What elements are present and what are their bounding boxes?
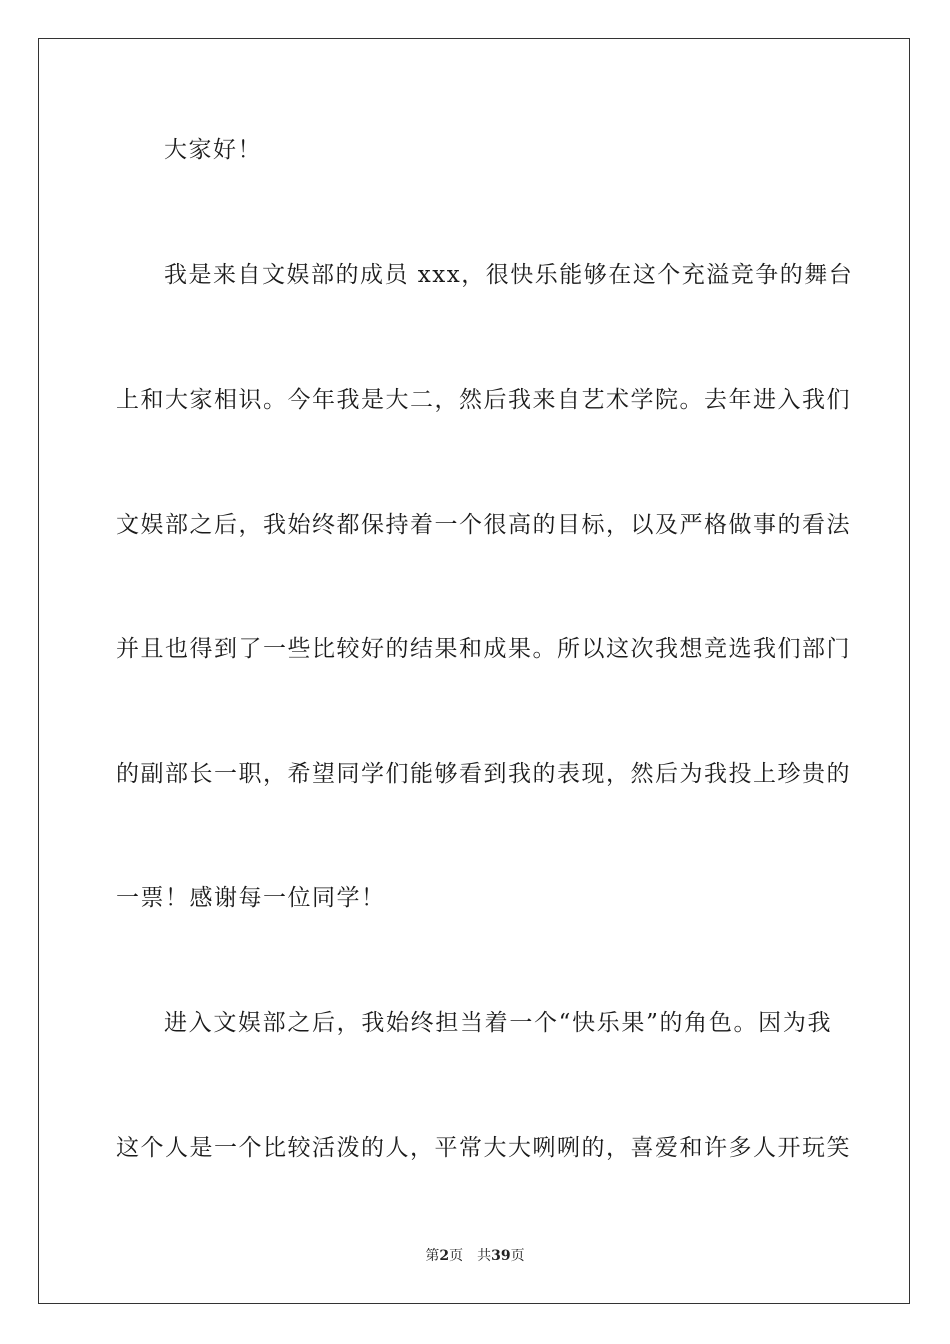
page-frame xyxy=(38,38,910,1304)
total-suffix: 页 xyxy=(510,1248,525,1264)
paragraph-line: 上和大家相识。今年我是大二，然后我来自艺术学院。去年进入我们 xyxy=(116,387,851,413)
greeting-line: 大家好！ xyxy=(164,137,262,163)
paragraph-line: 这个人是一个比较活泼的人，平常大大咧咧的，喜爱和许多人开玩笑 xyxy=(116,1135,851,1161)
paragraph-line: 的副部长一职，希望同学们能够看到我的表现，然后为我投上珍贵的 xyxy=(116,761,851,787)
page-footer xyxy=(0,1247,950,1265)
page-suffix: 页 xyxy=(449,1248,464,1264)
page-prefix: 第 xyxy=(425,1248,440,1264)
paragraph-line: 我是来自文娱部的成员 xxx，很快乐能够在这个充溢竞争的舞台 xyxy=(164,262,854,288)
paragraph-line: 进入文娱部之后，我始终担当着一个“快乐果”的角色。因为我 xyxy=(164,1010,832,1036)
total-prefix: 共 xyxy=(477,1248,492,1264)
page-number: 2 xyxy=(439,1248,450,1264)
paragraph-line: 文娱部之后，我始终都保持着一个很高的目标，以及严格做事的看法 xyxy=(116,512,851,538)
paragraph-line: 并且也得到了一些比较好的结果和成果。所以这次我想竞选我们部门 xyxy=(116,636,851,662)
paragraph-line: 一票！感谢每一位同学！ xyxy=(116,885,386,911)
total-pages: 39 xyxy=(491,1248,511,1264)
